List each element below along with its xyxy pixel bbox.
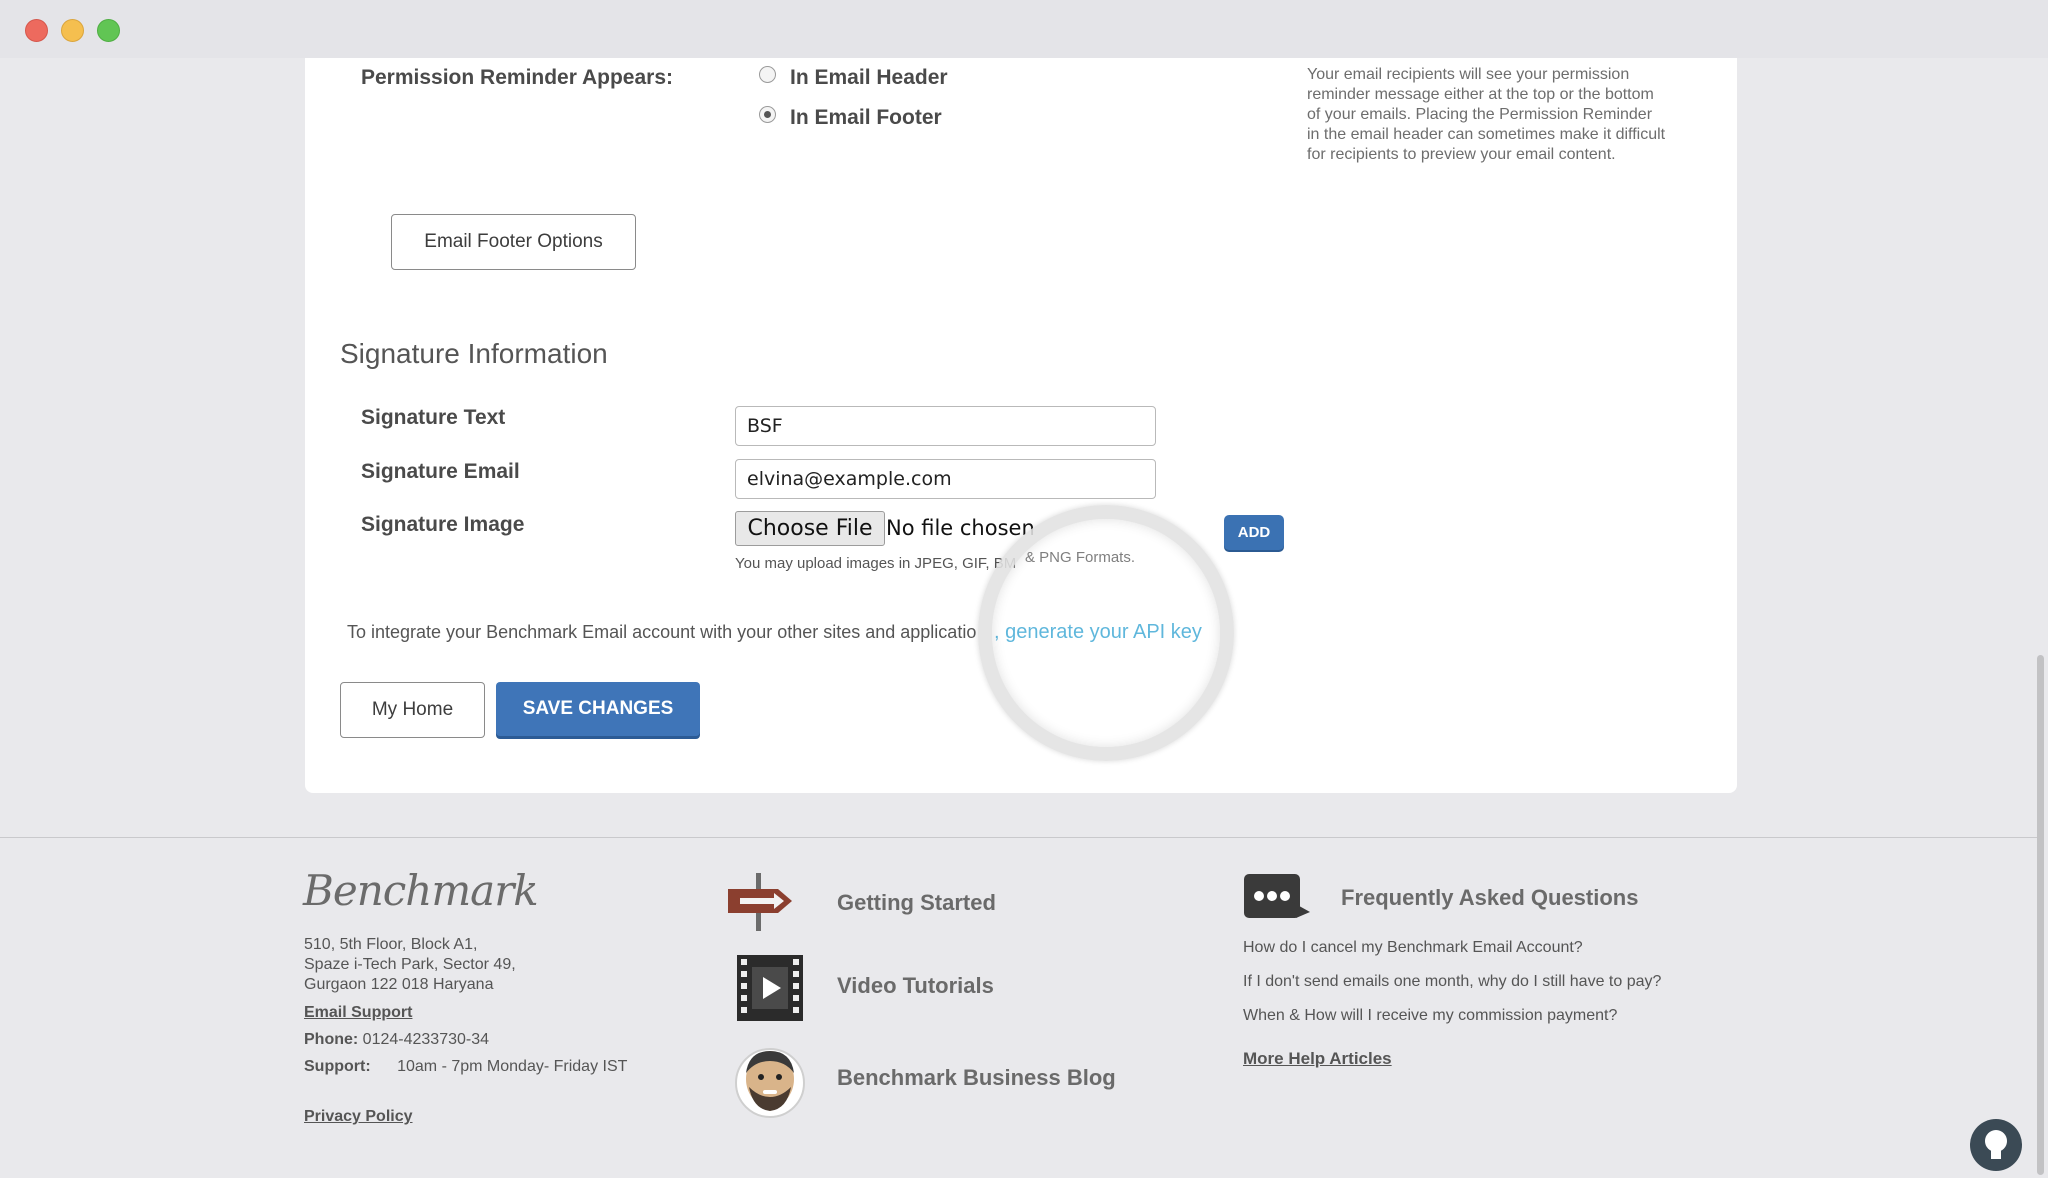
my-home-button[interactable]: My Home	[340, 682, 485, 738]
minimize-window-button[interactable]	[61, 19, 84, 42]
email-footer-options-button[interactable]: Email Footer Options	[391, 214, 636, 270]
address-line: 510, 5th Floor, Block A1,	[304, 936, 478, 953]
choose-file-button[interactable]: Choose File	[735, 511, 885, 546]
lightbulb-icon	[1970, 1119, 2022, 1171]
permission-reminder-label: Permission Reminder Appears:	[361, 66, 673, 89]
api-integration-text: To integrate your Benchmark Email account with your other sites and applicatio	[347, 622, 977, 642]
signature-section-title: Signature Information	[340, 338, 608, 369]
signature-email-input[interactable]: elvina@example.com	[735, 459, 1156, 499]
privacy-policy-link[interactable]: Privacy Policy	[304, 1108, 413, 1125]
close-window-button[interactable]	[25, 19, 48, 42]
support-label: Support:	[304, 1058, 371, 1075]
business-blog-link[interactable]: Benchmark Business Blog	[837, 1065, 1116, 1090]
radio-email-header-label[interactable]: In Email Header	[790, 66, 948, 89]
getting-started-link[interactable]: Getting Started	[837, 890, 996, 915]
save-changes-button[interactable]: SAVE CHANGES	[496, 682, 700, 736]
faq-title: Frequently Asked Questions	[1341, 885, 1639, 910]
radio-email-footer[interactable]	[759, 106, 776, 123]
support-line	[304, 1058, 627, 1076]
phone-value: 0124-4233730-34	[362, 1031, 490, 1048]
page-scrollbar[interactable]	[2037, 655, 2044, 1175]
phone-line	[304, 1031, 489, 1049]
footer-address	[304, 935, 516, 995]
address-line: Spaze i-Tech Park, Sector 49,	[304, 956, 516, 973]
no-file-chosen-text: No file chosen	[886, 516, 1035, 540]
radio-email-footer-label[interactable]: In Email Footer	[790, 106, 942, 129]
help-bulb-button[interactable]	[1970, 1119, 2022, 1171]
more-help-articles-link[interactable]: More Help Articles	[1243, 1049, 1392, 1068]
permission-help-text: Your email recipients will see your permission reminder message either at the top or the bottom of your emails. Placing the Permission Reminder in the email header can sometimes make it difficult for recipients to preview your email content.	[1307, 66, 1666, 163]
add-image-button[interactable]: ADD	[1224, 515, 1284, 550]
video-tutorials-link[interactable]: Video Tutorials	[837, 973, 994, 998]
signpost-icon	[726, 873, 796, 931]
email-support-link[interactable]: Email Support	[304, 1004, 413, 1021]
phone-label: Phone:	[304, 1031, 359, 1048]
radio-email-header[interactable]	[759, 66, 776, 83]
zoom-window-button[interactable]	[97, 19, 120, 42]
signature-image-label: Signature Image	[361, 513, 525, 536]
benchmark-logo[interactable]: Benchmark	[303, 866, 538, 915]
speech-bubble-icon	[1242, 872, 1312, 926]
window-titlebar	[0, 0, 2048, 58]
signature-text-label: Signature Text	[361, 406, 506, 429]
upload-note-formats: & PNG Formats.	[1025, 549, 1136, 566]
support-hours: 10am - 7pm Monday- Friday IST	[397, 1058, 628, 1075]
faq-item[interactable]: If I don't send emails one month, why do I still have to pay?	[1243, 973, 1662, 990]
zoom-magnifier-overlay	[978, 505, 1234, 761]
signature-text-input[interactable]: BSF	[735, 406, 1156, 446]
faq-item[interactable]: When & How will I receive my commission payment?	[1243, 1007, 1618, 1024]
upload-note: You may upload images in JPEG, GIF, BM	[735, 555, 1017, 572]
generate-api-key-link[interactable]: , generate your API key	[994, 621, 1202, 643]
blogger-avatar-icon	[735, 1043, 805, 1119]
signature-email-label: Signature Email	[361, 460, 520, 483]
video-film-icon	[737, 955, 803, 1021]
faq-item[interactable]: How do I cancel my Benchmark Email Account?	[1243, 939, 1583, 956]
address-line: Gurgaon 122 018 Haryana	[304, 976, 494, 993]
footer-divider	[0, 837, 2040, 838]
